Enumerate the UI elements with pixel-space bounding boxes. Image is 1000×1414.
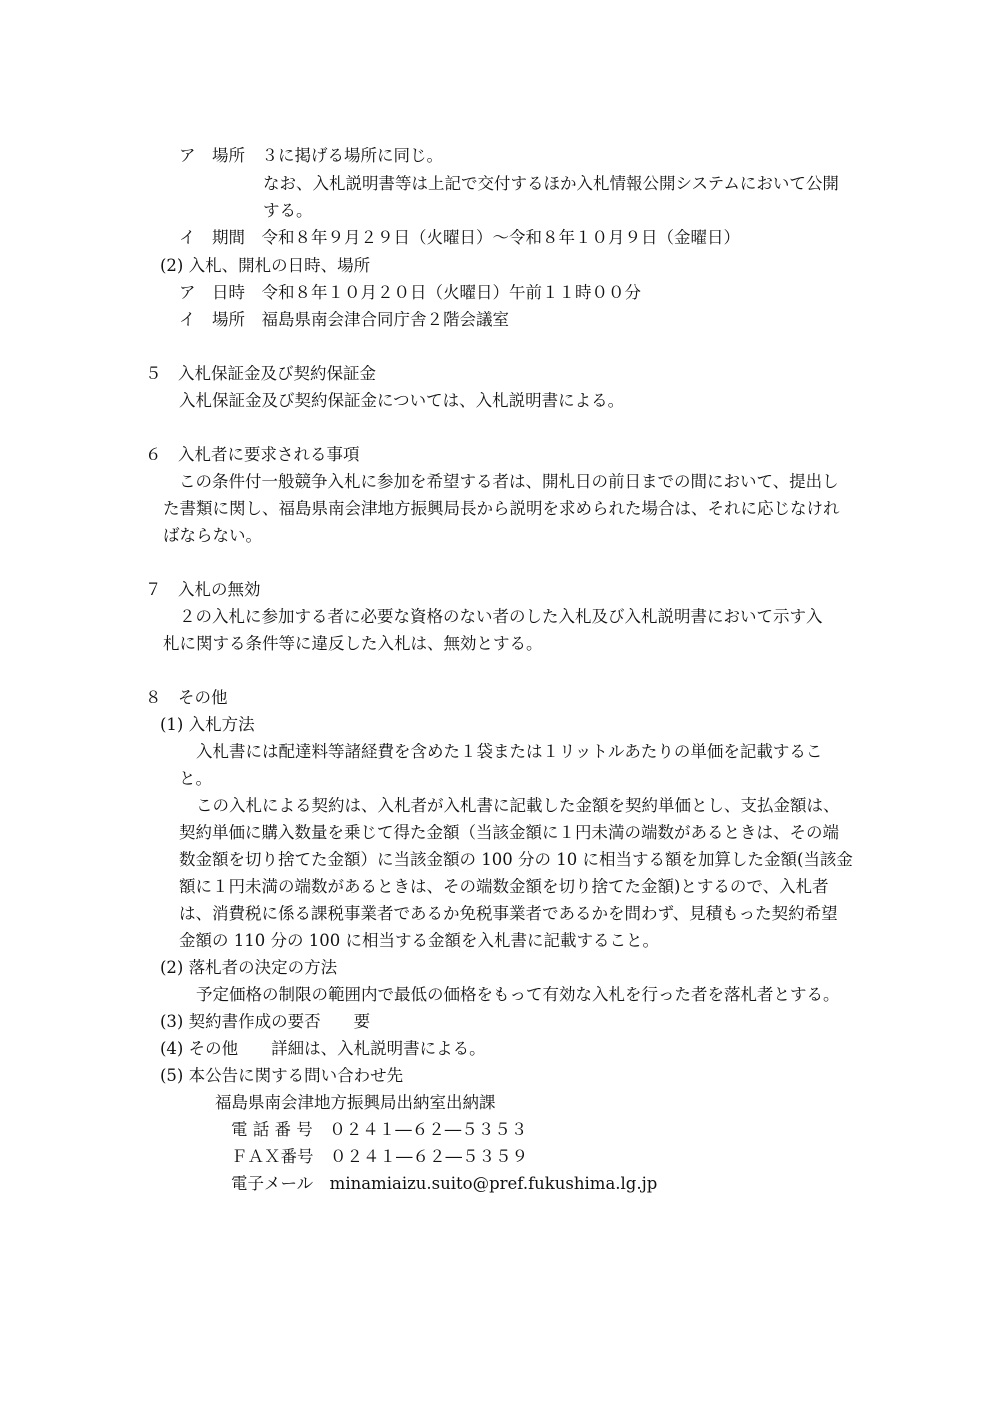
section-6-heading: ６ 入札者に要求される事項 [145,445,360,464]
period-item-i: イ 期間 令和８年９月２９日（火曜日）～令和８年１０月９日（金曜日） [179,228,740,247]
venue-note-line2: する。 [263,201,313,220]
contract-text-line1: この入札による契約は、入札者が入札書に記載した金額を契約単価とし、支払金額は、 [196,796,840,815]
venue-item-a: ア 場所 ３に掲げる場所に同じ。 [179,146,443,165]
venue-note-line1: なお、入札説明書等は上記で交付するほか入札情報公開システムにおいて公開 [263,174,839,193]
section-6-text-line1: この条件付一般競争入札に参加を希望する者は、開札日の前日までの間において、提出し [179,472,839,491]
bid-method-line1: 入札書には配達料等諸経費を含めた１袋または１リットルあたりの単価を記載するこ [196,742,823,761]
contract-text-line2: 契約単価に購入数量を乗じて得た金額（当該金額に１円未満の端数があるときは、その端 [179,823,839,842]
contract-text-line3: 数金額を切り捨てた金額）に当該金額の 100 分の 10 に相当する額を加算した金額(当該金 [179,850,853,869]
contract-text-line5: は、消費税に係る課税事業者であるか免税事業者であるかを問わず、見積もった契約希望 [179,904,838,923]
section-6-text-line3: ばならない。 [163,526,262,545]
bid-method-line2: と。 [179,769,212,788]
award-method-text: 予定価格の制限の範囲内で最低の価格をもって有効な入札を行った者を落札者とする。 [196,985,840,1004]
inquiry-fax: ＦＡＸ番号 ０２４１―６２―５３５９ [231,1147,528,1166]
place-item-i: イ 場所 福島県南会津合同庁舎２階会議室 [179,310,509,329]
inquiry-office: 福島県南会津地方振興局出納室出納課 [215,1093,496,1112]
section-7-text-line2: 札に関する条件等に違反した入札は、無効とする。 [163,634,543,653]
section-8-heading: ８ その他 [145,688,228,707]
subsection-1-heading: (1) 入札方法 [160,715,255,734]
datetime-item-a: ア 日時 令和８年１０月２０日（火曜日）午前１１時００分 [179,283,641,302]
section-5-heading: ５ 入札保証金及び契約保証金 [145,364,376,383]
subsection-2-heading: (2) 入札、開札の日時、場所 [160,256,371,275]
subsection-2-award-heading: (2) 落札者の決定の方法 [160,958,338,977]
subsection-4-other: (4) その他 詳細は、入札説明書による。 [160,1039,486,1058]
section-6-text-line2: た書類に関し、福島県南会津地方振興局長から説明を求められた場合は、それに応じなけれ [163,499,840,518]
inquiry-email: 電子メール minamiaizu.suito@pref.fukushima.lg.jp [231,1174,658,1193]
inquiry-phone: 電 話 番 号 ０２４１―６２―５３５３ [231,1120,528,1139]
section-7-text-line1: ２の入札に参加する者に必要な資格のない者のした入札及び入札説明書において示す入 [179,607,823,626]
subsection-5-inquiry-heading: (5) 本公告に関する問い合わせ先 [160,1066,404,1085]
subsection-3-contract-doc: (3) 契約書作成の要否 要 [160,1012,371,1031]
contract-text-line6: 金額の 110 分の 100 に相当する金額を入札書に記載すること。 [179,931,659,950]
contract-text-line4: 額に１円未満の端数があるときは、その端数金額を切り捨てた金額)とするので、入札者 [179,877,829,896]
section-5-text: 入札保証金及び契約保証金については、入札説明書による。 [179,391,625,410]
section-7-heading: ７ 入札の無効 [145,580,261,599]
